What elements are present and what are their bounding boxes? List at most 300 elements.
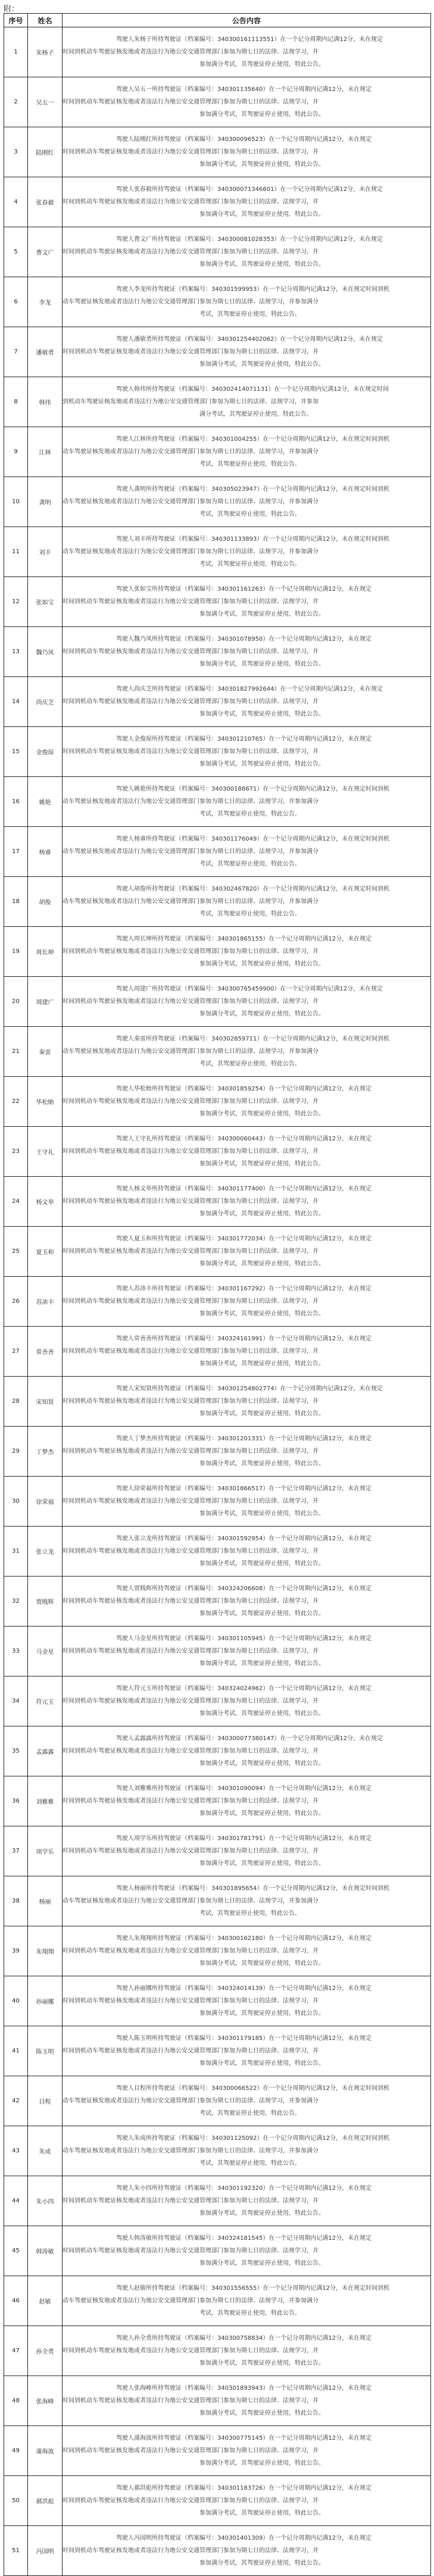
row-content (63, 727, 431, 777)
row-index: 19 (4, 927, 28, 977)
content-line: 驾驶人孙丽娜所持驾驶证（档案编号：340324014139）在一个记分周期内记满12分，未在规定 (116, 1985, 372, 1992)
row-name: 曹文广 (28, 227, 63, 277)
row-name: 杨睿 (28, 827, 63, 877)
content-line: 参加满分考试，其驾驶证停止使用，特此公告。 (199, 961, 324, 967)
table-row (4, 477, 431, 527)
content-line: 参加满分考试，其驾驶证停止使用，特此公告。 (199, 761, 324, 767)
content-line: 驾驶人刘雅雅所持驾驶证（档案编号：340301090094）在一个记分周期内记满12分，未在规定 (116, 1785, 372, 1792)
content-line: 驾驶人曹文广所持驾驶证（档案编号：340300081028353）在一个记分周期内记满12分，未在规定 (116, 236, 383, 243)
row-index: 6 (4, 277, 28, 327)
content-line: 到机动车驾驶证核发地或者违法行为地公安交通管理部门参加为期七日的法律、法规学习，并参加 (63, 399, 319, 405)
row-index: 27 (4, 1327, 28, 1377)
table-row (4, 2026, 431, 2076)
table-row (4, 2376, 431, 2426)
row-index: 13 (4, 627, 28, 677)
row-content (63, 1177, 431, 1227)
row-index: 8 (4, 377, 28, 427)
header-name: 姓名 (28, 14, 63, 27)
content-line: 驾驶人李龙所持驾驶证（档案编号：340301599953）在一个记分周期内记满12分，未在规定时间到机 (116, 286, 390, 293)
row-index: 3 (4, 127, 28, 177)
content-line: 参加满分考试，其驾驶证停止使用，特此公告。 (199, 2560, 324, 2566)
row-name: 江林 (28, 427, 63, 477)
content-line: 驾驶人吴五一所持驾驶证（档案编号：340301135640）在一个记分周期内记满12分，未在规定 (116, 86, 372, 93)
row-index: 42 (4, 2076, 28, 2126)
row-name: 冯国明 (28, 2526, 63, 2576)
content-line: 驾驶人张海峰所持驾驶证（档案编号：340301893943）在一个记分周期内记满12分，未在规定 (116, 2385, 372, 2392)
content-line: 时间到机动车驾驶证核发地或者违法行为地公安交通管理部门参加为期七日的法律、法规学习，并 (63, 1348, 319, 1355)
content-line: 考试，其驾驶证停止使用，特此公告。 (199, 811, 301, 817)
row-index: 39 (4, 1926, 28, 1976)
row-index: 38 (4, 1876, 28, 1926)
content-line: 驾驶人江林所持驾驶证（档案编号：340301004255）在一个记分周期内记满12分，未在规定时间到机 (116, 436, 390, 443)
content-line: 时间到机动车驾驶证核发地或者违法行为地公安交通管理部门参加为期七日的法律、法规学习，并 (63, 99, 319, 105)
row-name: 刘雅雅 (28, 1776, 63, 1826)
content-line: 驾驶人姚艳所持驾驶证（档案编号：340300188671）在一个记分周期内记满12分，未在规定时间到机 (116, 786, 390, 792)
row-content (63, 227, 431, 277)
content-line: 时间到机动车驾驶证核发地或者违法行为地公安交通管理部门参加为期七日的法律、法规学习，并 (63, 2497, 319, 2504)
row-name: 孙丽娜 (28, 1976, 63, 2026)
table-row (4, 177, 431, 227)
content-line: 驾驶人周建广所持驾驶证（档案编号：340300765459900）在一个记分周期内记满12分，未在规定 (116, 986, 383, 992)
table-row (4, 2276, 431, 2326)
content-line: 驾驶人朱成所持驾驶证（档案编号：340301125092）在一个记分周期内记满12分，未在规定时间到机 (116, 2135, 390, 2142)
row-content (63, 527, 431, 577)
content-line: 时间到机动车驾驶证核发地或者违法行为地公安交通管理部门参加为期七日的法律、法规学习，并 (63, 1498, 319, 1505)
row-name: 目程 (28, 2076, 63, 2126)
content-line: 参加满分考试，其驾驶证停止使用，特此公告。 (199, 1461, 324, 1467)
row-index: 22 (4, 1077, 28, 1127)
table-row (4, 227, 431, 277)
content-line: 时间到机动车驾驶证核发地或者违法行为地公安交通管理部门参加为期七日的法律、法规学习，并 (63, 149, 319, 155)
row-name: 华松贻 (28, 1077, 63, 1127)
content-line: 时间到机动车驾驶证核发地或者违法行为地公安交通管理部门参加为期七日的法律、法规学习，并 (63, 249, 319, 255)
row-name: 项学乐 (28, 1826, 63, 1876)
row-name: 潘敏勇 (28, 327, 63, 377)
content-line: 时间到机动车驾驶证核发地或者违法行为地公安交通管理部门参加为期七日的法律、法规学习，并 (63, 1998, 319, 2004)
row-index: 1 (4, 27, 28, 77)
table-body (4, 27, 431, 2576)
content-line: 驾驶人金俊琼所持驾驶证（档案编号：340301210765）在一个记分周期内记满12分，未在规定 (116, 736, 372, 742)
row-name: 金俊琼 (28, 727, 63, 777)
content-line: 考试，其驾驶证停止使用，特此公告。 (199, 2110, 301, 2117)
content-line: 时间到机动车驾驶证核发地或者违法行为地公安交通管理部门参加为期七日的法律、法规学习，并 (63, 998, 319, 1005)
row-index: 10 (4, 477, 28, 527)
content-line: 参加满分考试，其驾驶证停止使用，特此公告。 (199, 1710, 324, 1717)
content-line: 驾驶人龚明所持驾驶证（档案编号：340305023947）在一个记分周期内记满12分，未在规定时间到机 (116, 486, 390, 493)
content-line: 时间到机动车驾驶证核发地或者违法行为地公安交通管理部门参加为期七日的法律、法规学习，并 (63, 1248, 319, 1255)
content-line: 参加满分考试，其驾驶证停止使用，特此公告。 (199, 2010, 324, 2017)
content-line: 动车驾驶证核发地或者违法行为地公安交通管理部门参加为期七日的法律、法规学习，并参加满分 (63, 898, 319, 905)
content-line: 驾驶人符元玉所持驾驶证（档案编号：340324024962）在一个记分周期内记满12分，未在规定 (116, 1685, 372, 1692)
row-name: 张春毅 (28, 177, 63, 227)
table-row (4, 377, 431, 427)
content-line: 驾驶人张如宝所持驾驶证（档案编号：340301161263）在一个记分周期内记满12分，未在规定 (116, 586, 372, 593)
row-name: 孟露露 (28, 1726, 63, 1776)
table-row (4, 1027, 431, 1077)
content-line: 考试，其驾驶证停止使用，特此公告。 (199, 1910, 301, 1917)
content-line: 参加满分考试，其驾驶证停止使用，特此公告。 (199, 1311, 324, 1317)
table-row (4, 2476, 431, 2526)
row-name: 韩涛敏 (28, 2226, 63, 2276)
table-row (4, 77, 431, 127)
row-name: 朱小四 (28, 2176, 63, 2226)
row-content (63, 1976, 431, 2026)
content-line: 驾驶人夏玉和所持驾驶证（档案编号：340301772034）在一个记分周期内记满12分，未在规定 (116, 1236, 372, 1242)
content-line: 驾驶人郝洪彪所持驾驶证（档案编号：340301183726）在一个记分周期内记满12分，未在规定 (116, 2485, 372, 2492)
content-line: 时间到机动车驾驶证核发地或者违法行为地公安交通管理部门参加为期七日的法律、法规学习，并 (63, 1148, 319, 1155)
row-name: 郝洪彪 (28, 2476, 63, 2526)
content-line: 考试，其驾驶证停止使用，特此公告。 (199, 2310, 301, 2317)
content-line: 驾驶人赵敏所持驾驶证（档案编号：340301556555）在一个记分周期内记满12分，未在规定时间到机 (116, 2285, 390, 2292)
row-name: 常善善 (28, 1327, 63, 1377)
content-line: 动车驾驶证核发地或者违法行为地公安交通管理部门参加为期七日的法律、法规学习，并参加满分 (63, 299, 319, 305)
content-line: 参加满分考试，其驾驶证停止使用，特此公告。 (199, 1411, 324, 1417)
row-content (63, 877, 431, 927)
row-content (63, 277, 431, 327)
row-index: 21 (4, 1027, 28, 1077)
row-name: 徐荣福 (28, 1477, 63, 1527)
content-line: 时间到机动车驾驶证核发地或者违法行为地公安交通管理部门参加为期七日的法律、法规学习，并 (63, 648, 319, 655)
table-row (4, 877, 431, 927)
table-row (4, 527, 431, 577)
content-line: 驾驶人韩涛敏所持驾驶证（档案编号：340324181545）在一个记分周期内记满12分，未在规定 (116, 2235, 372, 2242)
content-line: 驾驶人杨睿所持驾驶证（档案编号：340301176049）在一个记分周期内记满12分，未在规定时间到机 (116, 836, 390, 842)
content-line: 时间到机动车驾驶证核发地或者违法行为地公安交通管理部门参加为期七日的法律、法规学习，并 (63, 2048, 319, 2054)
content-line: 驾驶人朱翔翔所持驾驶证（档案编号：340300162180）在一个记分周期内记满12分，未在规定 (116, 1935, 372, 1942)
content-line: 时间到机动车驾驶证核发地或者违法行为地公安交通管理部门参加为期七日的法律、法规学习，并 (63, 2447, 319, 2454)
row-content (63, 2226, 431, 2276)
content-line: 时间到机动车驾驶证核发地或者违法行为地公安交通管理部门参加为期七日的法律、法规学习，并 (63, 49, 319, 55)
content-line: 时间到机动车驾驶证核发地或者违法行为地公安交通管理部门参加为期七日的法律、法规学习，并 (63, 1648, 319, 1654)
content-line: 参加满分考试，其驾驶证停止使用，特此公告。 (199, 2360, 324, 2367)
content-line: 驾驶人苏沛丰所持驾驶证（档案编号：340301167292）在一个记分周期内记满12分，未在规定 (116, 1286, 372, 1292)
row-name: 朱杨子 (28, 27, 63, 77)
content-line: 参加满分考试，其驾驶证停止使用，特此公告。 (199, 1161, 324, 1167)
table-row (4, 827, 431, 877)
row-name: 魏乃凤 (28, 627, 63, 677)
content-line: 驾驶人目程所持驾驶证（档案编号：340300066522）在一个记分周期内记满12分，未在规定时间到机 (116, 2085, 390, 2092)
row-index: 14 (4, 677, 28, 727)
row-name: 王守礼 (28, 1127, 63, 1177)
content-line: 驾驶人华松贻所持驾驶证（档案编号：340301859254）在一个记分周期内记满12分，未在规定 (116, 1086, 372, 1092)
table-row (4, 1726, 431, 1776)
content-line: 时间到机动车驾驶证核发地或者违法行为地公安交通管理部门参加为期七日的法律、法规学习，并 (63, 2248, 319, 2254)
row-index: 48 (4, 2376, 28, 2426)
content-line: 驾驶人丁梦杰所持驾驶证（档案编号：340301201331）在一个记分周期内记满12分，未在规定 (116, 1436, 372, 1442)
content-line: 参加满分考试，其驾驶证停止使用，特此公告。 (199, 1510, 324, 1517)
row-content (63, 777, 431, 827)
row-content (63, 927, 431, 977)
content-line: 时间到机动车驾驶证核发地或者违法行为地公安交通管理部门参加为期七日的法律、法规学习，并 (63, 1598, 319, 1604)
content-line: 驾驶人常善善所持驾驶证（档案编号：340324161991）在一个记分周期内记满12分，未在规定 (116, 1336, 372, 1342)
row-index: 32 (4, 1577, 28, 1627)
content-line: 驾驶人尚庆芝所持驾驶证（档案编号：340301827992644）在一个记分周期内记满12分，未在规定 (116, 686, 383, 692)
row-name: 龚明 (28, 477, 63, 527)
row-content (63, 2026, 431, 2076)
row-content (63, 27, 431, 77)
announcement-table (4, 13, 431, 2576)
row-content (63, 627, 431, 677)
content-line: 驾驶人陆刚红所持驾驶证（档案编号：340300096523）在一个记分周期内记满12分，未在规定 (116, 136, 372, 143)
content-line: 时间到机动车驾驶证核发地或者违法行为地公安交通管理部门参加为期七日的法律、法规学习，并 (63, 2348, 319, 2354)
content-line: 动车驾驶证核发地或者违法行为地公安交通管理部门参加为期七日的法律、法规学习，并参加满分 (63, 549, 319, 555)
content-line: 动车驾驶证核发地或者违法行为地公安交通管理部门参加为期七日的法律、法规学习，并参加满分 (63, 1898, 319, 1904)
content-line: 参加满分考试，其驾驶证停止使用，特此公告。 (199, 1660, 324, 1667)
row-name: 马金星 (28, 1627, 63, 1676)
row-content (63, 1726, 431, 1776)
row-content (63, 1676, 431, 1726)
row-content (63, 2376, 431, 2426)
row-name: 吴五一 (28, 77, 63, 127)
content-line: 时间到机动车驾驶证核发地或者违法行为地公安交通管理部门参加为期七日的法律、法规学习，并 (63, 1298, 319, 1305)
table-header (4, 14, 431, 27)
row-content (63, 2076, 431, 2126)
row-index: 47 (4, 2326, 28, 2376)
content-line: 驾驶人秦雷所持驾驶证（档案编号：340302859711）在一个记分周期内记满12分，未在规定时间到机 (116, 1036, 390, 1042)
row-content (63, 977, 431, 1027)
content-line: 参加满分考试，其驾驶证停止使用，特此公告。 (199, 1211, 324, 1217)
table-row (4, 1527, 431, 1577)
table-row (4, 1776, 431, 1826)
table-row (4, 127, 431, 177)
content-line: 驾驶人魏乃凤所持驾驶证（档案编号：340301078950）在一个记分周期内记满12分，未在规定 (116, 636, 372, 643)
row-content (63, 1776, 431, 1826)
content-line: 时间到机动车驾驶证核发地或者违法行为地公安交通管理部门参加为期七日的法律、法规学习，并 (63, 1948, 319, 1954)
table-row (4, 2426, 431, 2476)
content-line: 驾驶人徐荣福所持驾驶证（档案编号：340301866517）在一个记分周期内记满12分，未在规定 (116, 1486, 372, 1492)
row-index: 40 (4, 1976, 28, 2026)
row-name: 张立龙 (28, 1527, 63, 1577)
row-content (63, 2476, 431, 2526)
row-index: 17 (4, 827, 28, 877)
table-row (4, 1577, 431, 1627)
row-index: 12 (4, 577, 28, 627)
content-line: 动车驾驶证核发地或者违法行为地公安交通管理部门参加为期七日的法律、法规学习，并参加满分 (63, 798, 319, 805)
row-index: 35 (4, 1726, 28, 1776)
content-line: 考试，其驾驶证停止使用，特此公告。 (199, 861, 301, 867)
content-line: 考试，其驾驶证停止使用，特此公告。 (199, 511, 301, 518)
row-index: 4 (4, 177, 28, 227)
content-line: 时间到机动车驾驶证核发地或者违法行为地公安交通管理部门参加为期七日的法律、法规学习，并 (63, 748, 319, 755)
content-line: 参加满分考试，其驾驶证停止使用，特此公告。 (199, 2410, 324, 2417)
row-name: 胡俊 (28, 877, 63, 927)
content-line: 驾驶人周长坤所持驾驶证（档案编号：340301865155）在一个记分周期内记满12分，未在规定 (116, 936, 372, 942)
table-row (4, 1277, 431, 1327)
content-line: 考试，其驾驶证停止使用，特此公告。 (199, 2160, 301, 2167)
row-index: 11 (4, 527, 28, 577)
table-row (4, 777, 431, 827)
row-content (63, 1527, 431, 1577)
row-content (63, 77, 431, 127)
content-line: 参加满分考试，其驾驶证停止使用，特此公告。 (199, 111, 324, 118)
header-row (4, 14, 431, 27)
row-name: 丁梦杰 (28, 1427, 63, 1477)
row-content (63, 1427, 431, 1477)
row-name: 夏玉和 (28, 1227, 63, 1277)
row-index: 24 (4, 1177, 28, 1227)
row-content (63, 377, 431, 427)
row-name: 韩伟 (28, 377, 63, 427)
row-index: 28 (4, 1377, 28, 1427)
row-content (63, 2326, 431, 2376)
row-name: 秦雷 (28, 1027, 63, 1077)
row-content (63, 1826, 431, 1876)
content-line: 动车驾驶证核发地或者违法行为地公安交通管理部门参加为期七日的法律、法规学习，并参加满分 (63, 2298, 319, 2304)
row-index: 34 (4, 1676, 28, 1726)
table-row (4, 1327, 431, 1377)
row-content (63, 1127, 431, 1177)
content-line: 动车驾驶证核发地或者违法行为地公安交通管理部门参加为期七日的法律、法规学习，并参加满分 (63, 449, 319, 455)
content-line: 参加满分考试，其驾驶证停止使用，特此公告。 (199, 661, 324, 667)
content-line: 考试，其驾驶证停止使用，特此公告。 (199, 311, 301, 318)
content-line: 驾驶人陈玉明所持驾驶证（档案编号：340301179185）在一个记分周期内记满12分，未在规定 (116, 2035, 372, 2042)
row-name: 朱成 (28, 2126, 63, 2176)
content-line: 驾驶人王守礼所持驾驶证（档案编号：340300060443）在一个记分周期内记满12分，未在规定 (116, 1136, 372, 1142)
row-name: 孙全勇 (28, 2326, 63, 2376)
row-index: 2 (4, 77, 28, 127)
table-row (4, 2126, 431, 2176)
content-line: 参加满分考试，其驾驶证停止使用，特此公告。 (199, 2260, 324, 2267)
content-line: 驾驶人项学乐所持驾驶证（档案编号：340301781791）在一个记分周期内记满12分，未在规定 (116, 1835, 372, 1842)
content-line: 时间到机动车驾驶证核发地或者违法行为地公安交通管理部门参加为期七日的法律、法规学习，并 (63, 199, 319, 205)
row-name: 苏沛丰 (28, 1277, 63, 1327)
content-line: 参加满分考试，其驾驶证停止使用，特此公告。 (199, 1261, 324, 1267)
content-line: 参加满分考试，其驾驶证停止使用，特此公告。 (199, 1361, 324, 1367)
content-line: 参加满分考试，其驾驶证停止使用，特此公告。 (199, 1760, 324, 1767)
row-name: 周长坤 (28, 927, 63, 977)
content-line: 时间到机动车驾驶证核发地或者违法行为地公安交通管理部门参加为期七日的法律、法规学习，并 (63, 698, 319, 705)
content-line: 时间到机动车驾驶证核发地或者违法行为地公安交通管理部门参加为期七日的法律、法规学习，并 (63, 1848, 319, 1854)
table-row (4, 1127, 431, 1177)
content-line: 参加满分考试，其驾驶证停止使用，特此公告。 (199, 2210, 324, 2217)
content-line: 时间到机动车驾驶证核发地或者违法行为地公安交通管理部门参加为期七日的法律、法规学习，并 (63, 948, 319, 955)
table-row (4, 1077, 431, 1127)
content-line: 时间到机动车驾驶证核发地或者违法行为地公安交通管理部门参加为期七日的法律、法规学习，并 (63, 1198, 319, 1205)
row-content (63, 1227, 431, 1277)
content-line: 时间到机动车驾驶证核发地或者违法行为地公安交通管理部门参加为期七日的法律、法规学习，并 (63, 598, 319, 605)
table-row (4, 1377, 431, 1427)
table-row (4, 427, 431, 477)
content-line: 驾驶人冯国明所持驾驶证（档案编号：340301401309）在一个记分周期内记满12分，未在规定 (116, 2535, 372, 2541)
table-row (4, 1627, 431, 1676)
table-row (4, 1676, 431, 1726)
content-line: 参加满分考试，其驾驶证停止使用，特此公告。 (199, 1610, 324, 1617)
row-content (63, 1876, 431, 1926)
row-name: 周建广 (28, 977, 63, 1027)
content-line: 参加满分考试，其驾驶证停止使用，特此公告。 (199, 1011, 324, 1017)
row-content (63, 127, 431, 177)
table-row (4, 2526, 431, 2576)
content-line: 参加满分考试，其驾驶证停止使用，特此公告。 (199, 2060, 324, 2067)
row-index: 30 (4, 1477, 28, 1527)
content-line: 参加满分考试，其驾驶证停止使用，特此公告。 (199, 261, 324, 268)
row-content (63, 477, 431, 527)
content-line: 时间到机动车驾驶证核发地或者违法行为地公安交通管理部门参加为期七日的法律、法规学习，并 (63, 1748, 319, 1754)
content-line: 驾驶人杨文举所持驾驶证（档案编号：340301177400）在一个记分周期内记满12分，未在规定 (116, 1186, 372, 1192)
row-name: 陈玉明 (28, 2026, 63, 2076)
content-line: 参加满分考试，其驾驶证停止使用，特此公告。 (199, 2460, 324, 2467)
row-index: 46 (4, 2276, 28, 2326)
content-line: 驾驶人潘敏勇所持驾驶证（档案编号：340301254402062）在一个记分周期内记满12分，未在规定 (116, 336, 383, 343)
content-line: 时间到机动车驾驶证核发地或者违法行为地公安交通管理部门参加为期七日的法律、法规学习，并 (63, 2198, 319, 2204)
table-row (4, 1177, 431, 1227)
table-row (4, 1477, 431, 1527)
row-index: 9 (4, 427, 28, 477)
content-line: 参加满分考试，其驾驶证停止使用，特此公告。 (199, 1111, 324, 1117)
content-line: 动车驾驶证核发地或者违法行为地公安交通管理部门参加为期七日的法律、法规学习，并参加满分 (63, 2098, 319, 2104)
content-line: 驾驶人贾贱辉所持驾驶证（档案编号：340324206608）在一个记分周期内记满12分，未在规定 (116, 1585, 372, 1592)
content-line: 时间到机动车驾驶证核发地或者违法行为地公安交通管理部门参加为期七日的法律、法规学习，并 (63, 2547, 319, 2554)
row-content (63, 1477, 431, 1527)
row-content (63, 677, 431, 727)
content-line: 参加满分考试，其驾驶证停止使用，特此公告。 (199, 1810, 324, 1817)
row-name: 蒲海波 (28, 2426, 63, 2476)
content-line: 动车驾驶证核发地或者违法行为地公安交通管理部门参加为期七日的法律、法规学习，并参加满分 (63, 848, 319, 855)
attachment-note: 附： (4, 5, 20, 14)
content-line: 驾驶人刘丰所持驾驶证（档案编号：340301133893）在一个记分周期内记满12分，未在规定时间到机 (116, 536, 390, 543)
row-index: 25 (4, 1227, 28, 1277)
content-line: 时间到机动车驾驶证核发地或者违法行为地公安交通管理部门参加为期七日的法律、法规学习，并 (63, 1398, 319, 1405)
row-content (63, 577, 431, 627)
content-line: 驾驶人孙全勇所持驾驶证（档案编号：340300758834）在一个记分周期内记满12分，未在规定 (116, 2335, 372, 2342)
row-content (63, 2276, 431, 2326)
content-line: 动车驾驶证核发地或者违法行为地公安交通管理部门参加为期七日的法律、法规学习，并参加满分 (63, 499, 319, 505)
table-row (4, 1926, 431, 1976)
row-name: 贾贱辉 (28, 1577, 63, 1627)
content-line: 时间到机动车驾驶证核发地或者违法行为地公安交通管理部门参加为期七日的法律、法规学习，并 (63, 349, 319, 355)
table-row (4, 27, 431, 77)
row-index: 16 (4, 777, 28, 827)
content-line: 驾驶人宋知贤所持驾驶证（档案编号：340301254802774）在一个记分周期内记满12分，未在规定 (116, 1386, 383, 1392)
content-line: 驾驶人朱小四所持驾驶证（档案编号：340301192320）在一个记分周期内记满12分，未在规定 (116, 2185, 372, 2192)
row-content (63, 1377, 431, 1427)
row-name: 张海峰 (28, 2376, 63, 2426)
content-line: 参加满分考试，其驾驶证停止使用，特此公告。 (199, 711, 324, 717)
content-line: 参加满分考试，其驾驶证停止使用，特此公告。 (199, 2510, 324, 2517)
row-content (63, 427, 431, 477)
row-index: 36 (4, 1776, 28, 1826)
row-name: 姚艳 (28, 777, 63, 827)
row-index: 18 (4, 877, 28, 927)
row-content (63, 2426, 431, 2476)
table-row (4, 2226, 431, 2276)
content-line: 驾驶人杨丽所持驾驶证（档案编号：340301895654）在一个记分周期内记满12分，未在规定时间到机 (116, 1885, 390, 1892)
table-row (4, 577, 431, 627)
row-index: 33 (4, 1627, 28, 1676)
content-line: 驾驶人马金星所持驾驶证（档案编号：340301105945）在一个记分周期内记满12分，未在规定 (116, 1635, 372, 1642)
content-line: 驾驶人张立龙所持驾驶证（档案编号：340301592954）在一个记分周期内记满12分，未在规定 (116, 1535, 372, 1542)
row-index: 7 (4, 327, 28, 377)
content-line: 时间到机动车驾驶证核发地或者违法行为地公安交通管理部门参加为期七日的法律、法规学习，并 (63, 1098, 319, 1105)
row-content (63, 327, 431, 377)
content-line: 驾驶人胡俊所持驾驶证（档案编号：340302467820）在一个记分周期内记满12分，未在规定时间到机 (116, 886, 390, 892)
table-row (4, 2326, 431, 2376)
table-row (4, 727, 431, 777)
row-content (63, 2526, 431, 2576)
row-index: 26 (4, 1277, 28, 1327)
row-index: 31 (4, 1527, 28, 1577)
table-row (4, 627, 431, 677)
row-name: 尚庆芝 (28, 677, 63, 727)
row-content (63, 1077, 431, 1127)
row-name: 赵敏 (28, 2276, 63, 2326)
content-line: 参加满分考试，其驾驶证停止使用，特此公告。 (199, 361, 324, 368)
row-index: 45 (4, 2226, 28, 2276)
row-index: 51 (4, 2526, 28, 2576)
table-row (4, 1976, 431, 2026)
content-line: 时间到机动车驾驶证核发地或者违法行为地公安交通管理部门参加为期七日的法律、法规学习，并 (63, 1548, 319, 1555)
row-name: 李龙 (28, 277, 63, 327)
